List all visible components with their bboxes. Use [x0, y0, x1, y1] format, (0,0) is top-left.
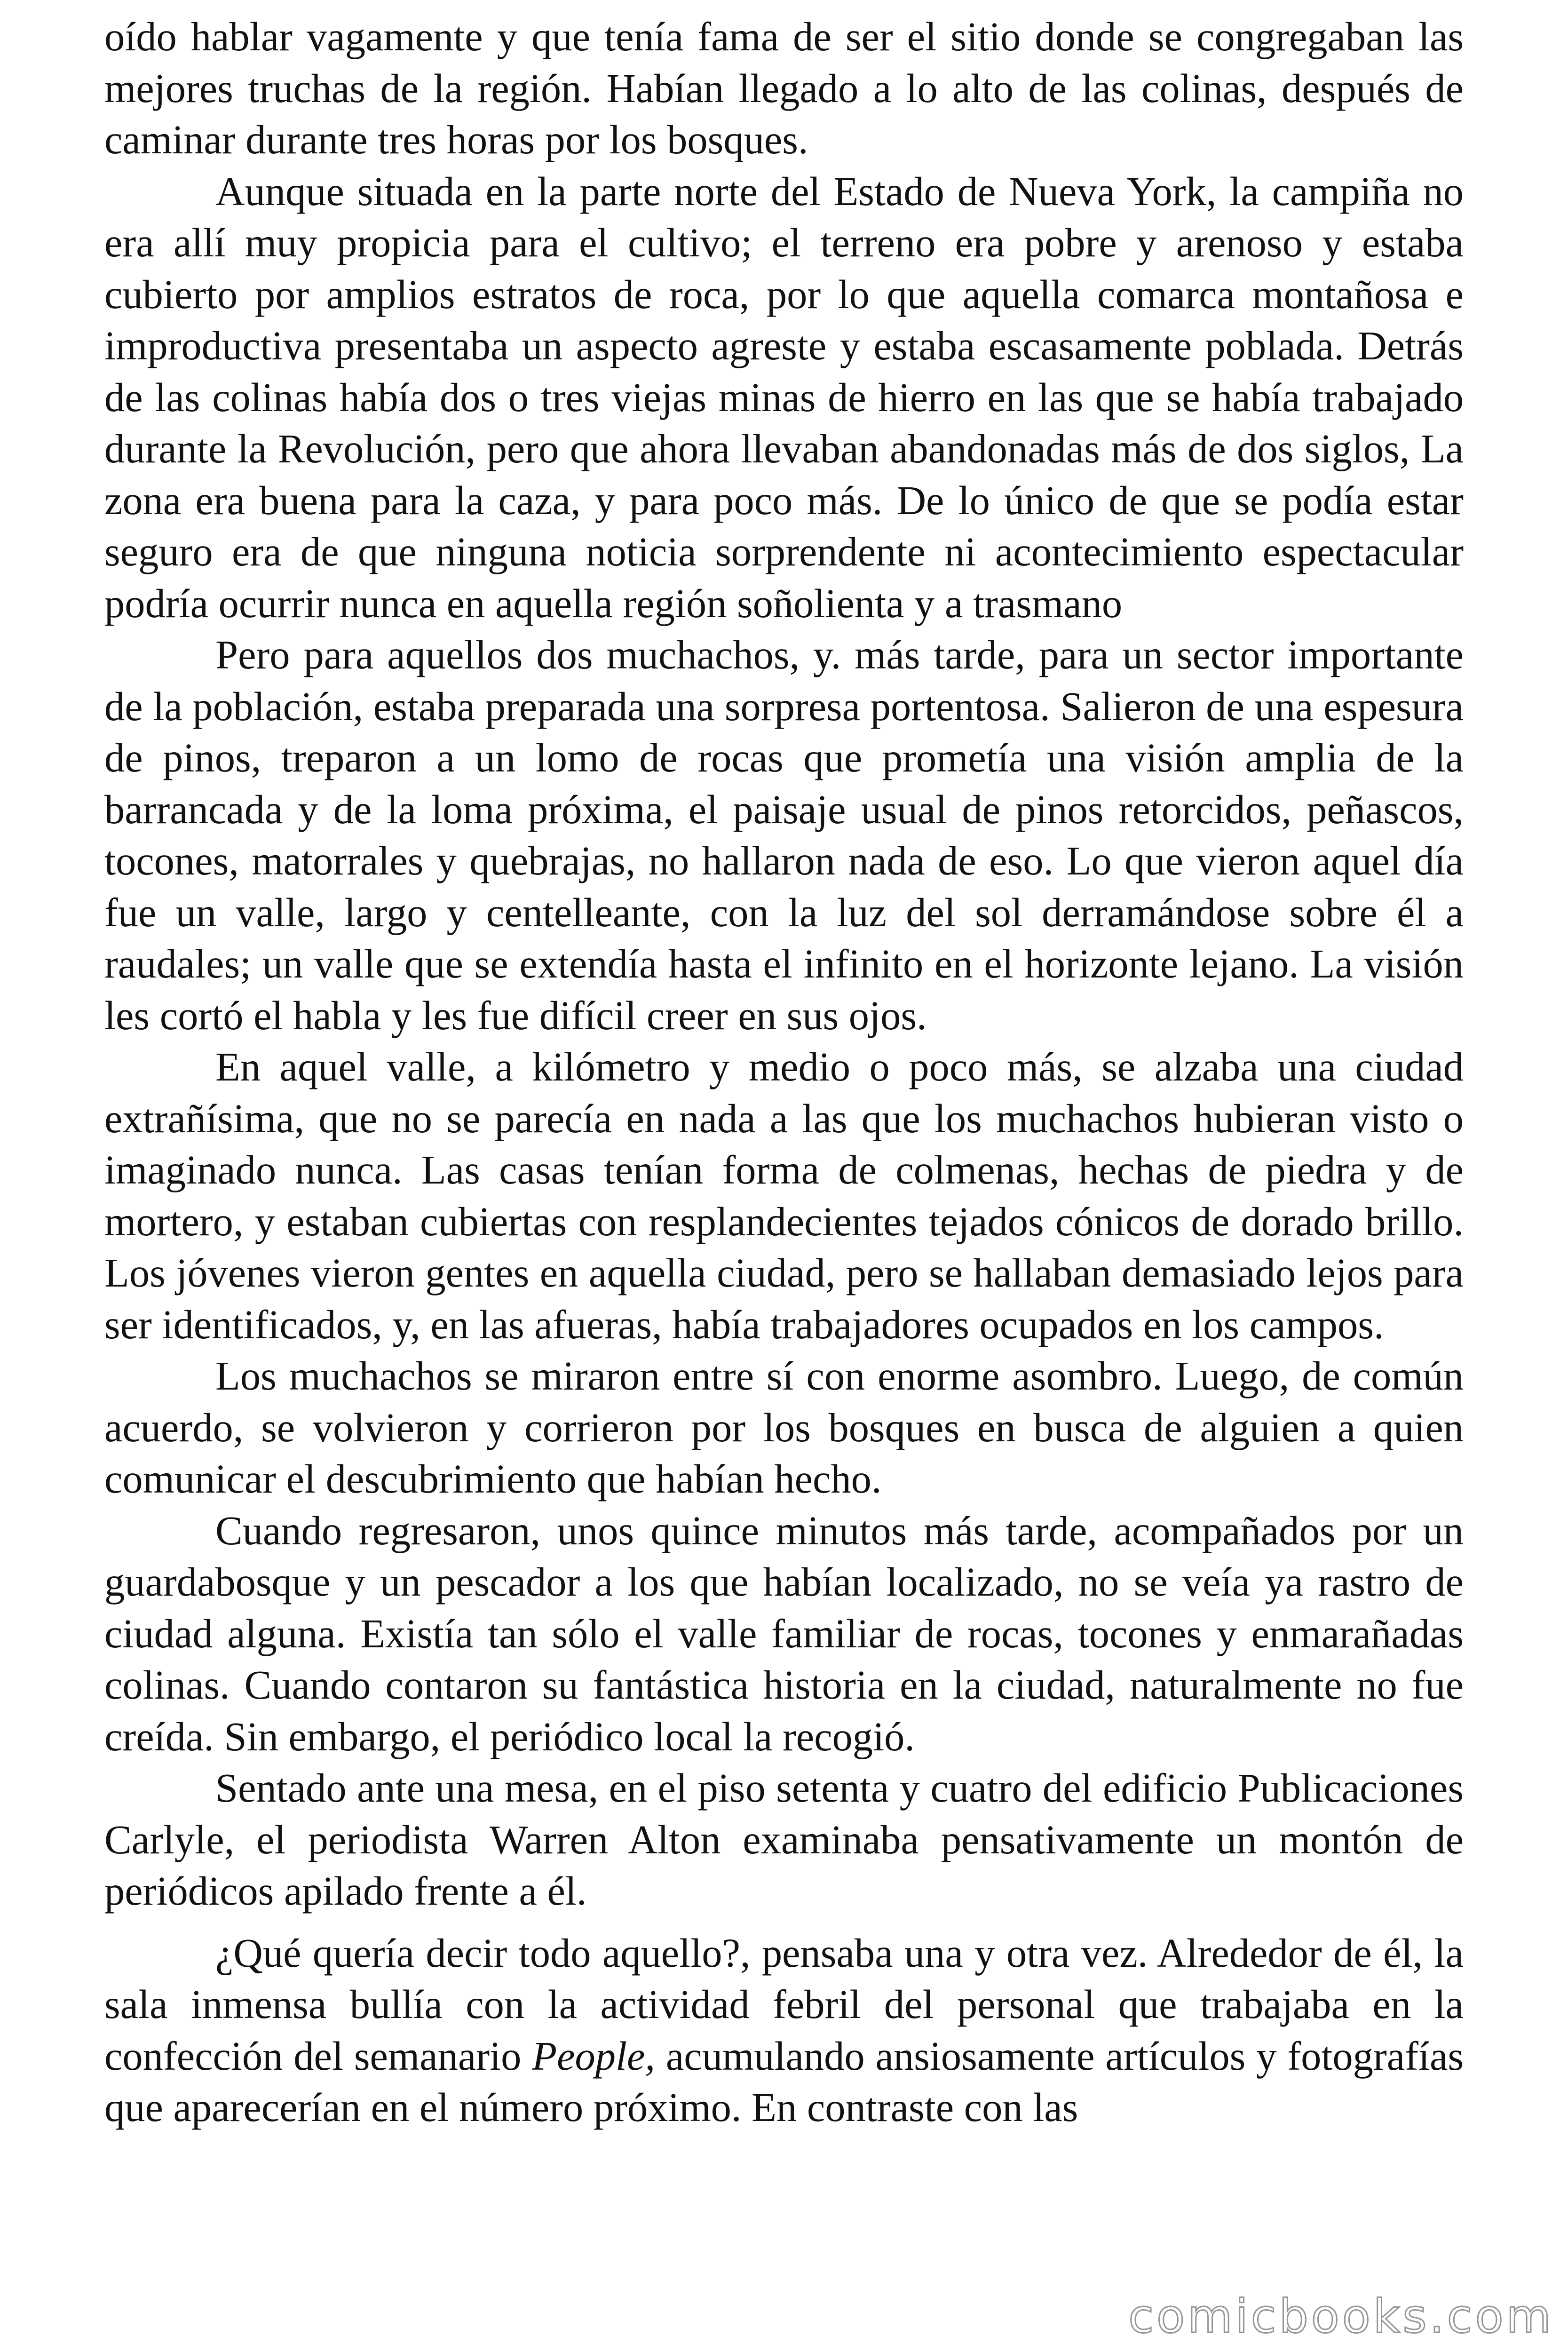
paragraph-1: oído hablar vagamente y que tenía fama de ser el sitio donde se congregaban las mejores truchas de la región. Habían llegado a lo alto de las colinas, después de caminar durante tres horas por los bosques.	[104, 14, 1464, 162]
magazine-title: People,	[532, 2033, 656, 2079]
paragraph-8	[104, 1928, 1464, 2134]
site-watermark: comicbooks.com	[1128, 2290, 1554, 2344]
paragraph-7: Sentado ante una mesa, en el piso setenta y cuatro del edificio Publicaciones Carlyle, el periodista Warren Alton examinaba pensativamente un montón de periódicos apilado frente a él.	[104, 1765, 1464, 1914]
paragraph-3: Pero para aquellos dos muchachos, y. más tarde, para un sector importante de la población, estaba preparada una sorpresa portentosa. Salieron de una espesura de pinos, treparon a un lomo de rocas que prometía una visión amplia de la barrancada y de la loma próxima, el paisaje usual de pinos retorcidos, peñascos, tocones, matorrales y quebrajas, no hallaron nada de eso. Lo que vieron aquel día fue un valle, largo y centelleante, con la luz del sol derramándose sobre él a raudales; un valle que se extendía hasta el infinito en el horizonte lejano. La visión les cortó el habla y les fue difícil creer en sus ojos.	[104, 632, 1464, 1038]
paragraph-5: Los muchachos se miraron entre sí con enorme asombro. Luego, de común acuerdo, se volvieron y corrieron por los bosques en busca de alguien a quien comunicar el descubrimiento que habían hecho.	[104, 1353, 1464, 1502]
paragraph-6: Cuando regresaron, unos quince minutos más tarde, acompañados por un guardabosque y un pescador a los que habían localizado, no se veía ya rastro de ciudad alguna. Existía tan sólo el valle familiar de rocas, tocones y enmarañadas colinas. Cuando contaron su fantástica historia en la ciudad, naturalmente no fue creída. Sin embargo, el periódico local la recogió.	[104, 1508, 1464, 1759]
paragraph-2: Aunque situada en la parte norte del Estado de Nueva York, la campiña no era allí muy propicia para el cultivo; el terreno era pobre y arenoso y estaba cubierto por amplios estratos de roca, por lo que aquella comarca montañosa e improductiva presentaba un aspecto agreste y estaba escasamente poblada. Detrás de las colinas había dos o tres viejas minas de hierro en las que se había trabajado durante la Revolución, pero que ahora llevaban abandonadas más de dos siglos, La zona era buena para la caza, y para poco más. De lo único de que se podía estar seguro era de que ninguna noticia sorprendente ni acontecimiento espectacular podría ocurrir nunca en aquella región soñolienta y a trasmano	[104, 168, 1464, 626]
paragraph-4: En aquel valle, a kilómetro y medio o poco más, se alzaba una ciudad extrañísima, que no se parecía en nada a las que los muchachos hubieran visto o imaginado nunca. Las casas tenían forma de colmenas, hechas de piedra y de mortero, y estaban cubiertas con resplandecientes tejados cónicos de dorado brillo. Los jóvenes vieron gentes en aquella ciudad, pero se hallaban demasiado lejos para ser identificados, y, en las afueras, había trabajadores ocupados en los campos.	[104, 1044, 1464, 1347]
paragraph-8-start: ¿Qué quería decir todo aquello?, pensaba una y otra vez. Alrededor de él, la sala inmensa bullía con la actividad febril del personal que trabajaba en la confección del semanario	[104, 1930, 1464, 2079]
body-text	[104, 11, 1464, 2134]
paragraph-8-end: acumulando ansiosamente artículos y fotografías que aparecerían en el número próximo. En contraste con las	[104, 2033, 1464, 2130]
